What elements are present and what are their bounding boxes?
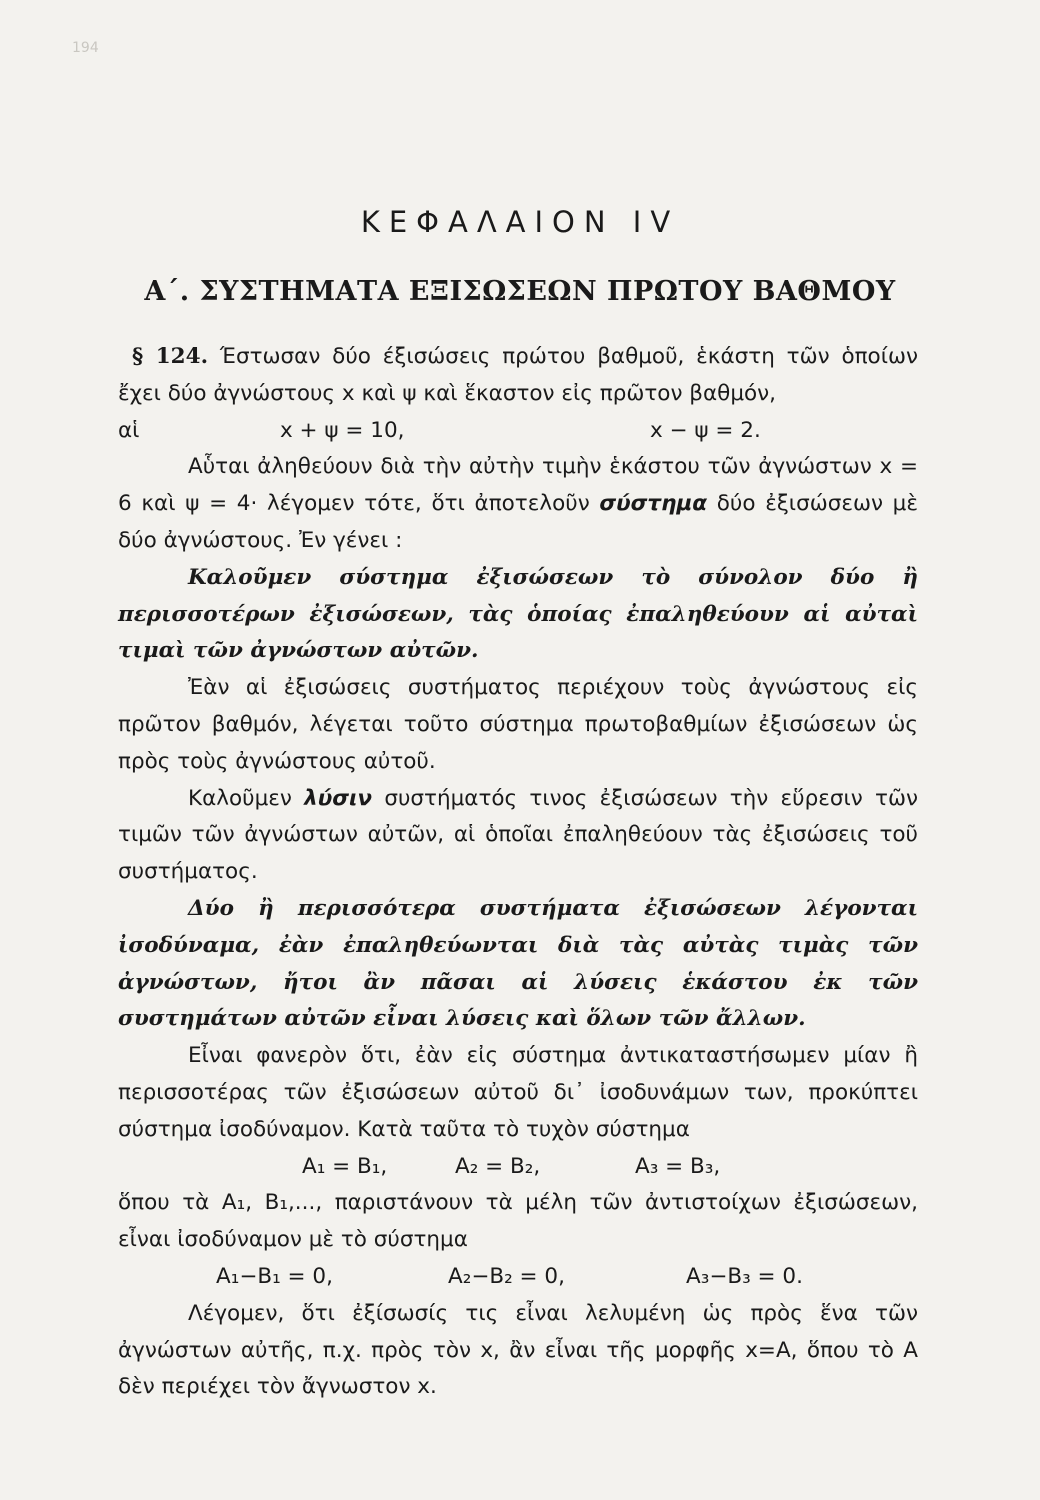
system-row-1 (118, 1149, 918, 1186)
system-equation-1: A₁−B₁ = 0, (216, 1263, 333, 1289)
paragraph-first-degree: Ἐὰν αἱ ἐξισώσεις συστήματος περιέχουν τοὺς ἀγνώστους εἰς πρῶτον βαθμόν, λέγεται τοῦτο σύστημα πρωτοβαθμίων ἐξισώσεων ὡς πρὸς τοὺς ἀγνώστους αὐτοῦ. (118, 675, 918, 774)
paragraph-where: ὅπου τὰ A₁, B₁,..., παριστάνουν τὰ μέλη τῶν ἀντιστοίχων ἐξισώσεων, εἶναι ἰσοδύναμον μὲ τὸ σύστημα (118, 1190, 918, 1253)
section-heading: Α΄. ΣΥΣΤΗΜΑΤΑ ΕΞΙΣΩΣΕΩΝ ΠΡΩΤΟΥ ΒΑΘΜΟΥ (144, 276, 896, 307)
system-equation-2: A₂−B₂ = 0, (448, 1263, 565, 1289)
paragraph-solution (118, 781, 918, 891)
term-system: σύστημα (599, 491, 708, 517)
paragraph-equivalent-systems: Εἶναι φανερὸν ὅτι, ἐὰν εἰς σύστημα ἀντικαταστήσωμεν μίαν ἢ περισσοτέρας τῶν ἐξισώσεων αὐτοῦ δι᾽ ἰσοδυνάμων των, προκύπτει σύστημα ἰσοδύναμον. Κατὰ ταῦτα τὸ τυχὸν σύστημα (118, 1043, 918, 1142)
paragraph-system-intro (118, 449, 918, 559)
paragraph-text: Έστωσαν δύο έξισώσεις πρώτου βαθμοῦ, ἑκάστη τῶν ὁποίων ἔχει δύο ἀγνώστους x καὶ ψ καὶ ἕκαστον εἰς πρῶτον βαθμόν, (118, 344, 918, 406)
equation-row (118, 413, 918, 450)
page-body (118, 339, 918, 1406)
paragraph-124 (118, 339, 918, 413)
definition-system: Καλοῦμεν σύστημα ἐξισώσεων τὸ σύνολον δύο ἢ περισσοτέρων ἐξισώσεων, τὰς ὁποίας ἐπαληθεύουν αἱ αὐταὶ τιμαὶ τῶν ἀγνώστων αὐτῶν. (118, 564, 918, 664)
definition-equivalent: Δύο ἢ περισσότερα συστήματα ἐξισώσεων λέγονται ἰσοδύναμα, ἐὰν ἐπαληθεύωνται διὰ τὰς αὐτὰς τιμὰς τῶν ἀγνώστων, ἤτοι ἂν πᾶσαι αἱ λύσεις ἑκάστου ἐκ τῶν συστημάτων αὐτῶν εἶναι λύσεις καὶ ὅλων τῶν ἄλλων. (118, 895, 918, 1032)
chapter-heading: ΚΕΦΑΛΑΙΟΝ IV (360, 205, 680, 239)
system-equation-1: A₁ = B₁, (302, 1153, 388, 1179)
system-equation-3: A₃−B₃ = 0. (686, 1263, 803, 1289)
system-equation-2: A₂ = B₂, (455, 1153, 541, 1179)
equation-2: x − ψ = 2. (650, 417, 761, 443)
equation-intro: αἱ (118, 417, 140, 443)
paragraph-solved-equation: Λέγομεν, ὅτι ἐξίσωσίς τις εἶναι λελυμένη ὡς πρὸς ἕνα τῶν ἀγνώστων αὐτῆς, π.χ. πρὸς τὸν x, ἂν εἶναι τῆς μορφῆς x=A, ὅπου τὸ A δὲν περιέχει τὸν ἄγνωστον x. (118, 1300, 918, 1400)
paragraph-number: § 124. (132, 344, 209, 369)
term-solution: λύσιν (304, 785, 373, 811)
paragraph-text: συστήματός τινος ἐξισώσεων τὴν εὕρεσιν τῶν τιμῶν τῶν ἀγνώστων αὐτῶν, αἱ ὁποῖαι ἐπαληθεύουν τὰς ἐξισώσεις τοῦ συστήματος. (118, 785, 919, 885)
system-equation-3: A₃ = B₃, (635, 1153, 721, 1179)
paragraph-text: Αὗται ἀληθεύουν διὰ τὴν αὐτὴν τιμὴν ἑκάστου τῶν ἀγνώστων x = 6 καὶ ψ = 4· λέγομεν τότε, ὅτι ἀποτελοῦν (118, 454, 918, 517)
paragraph-text: Καλοῦμεν (188, 785, 292, 811)
system-row-2 (118, 1259, 918, 1296)
equation-1: x + ψ = 10, (280, 417, 405, 443)
paragraph-text: δύο ἐξισώσεων μὲ δύο ἀγνώστους. Ἐν γένει : (118, 491, 918, 553)
page-number: 194 (72, 40, 99, 56)
